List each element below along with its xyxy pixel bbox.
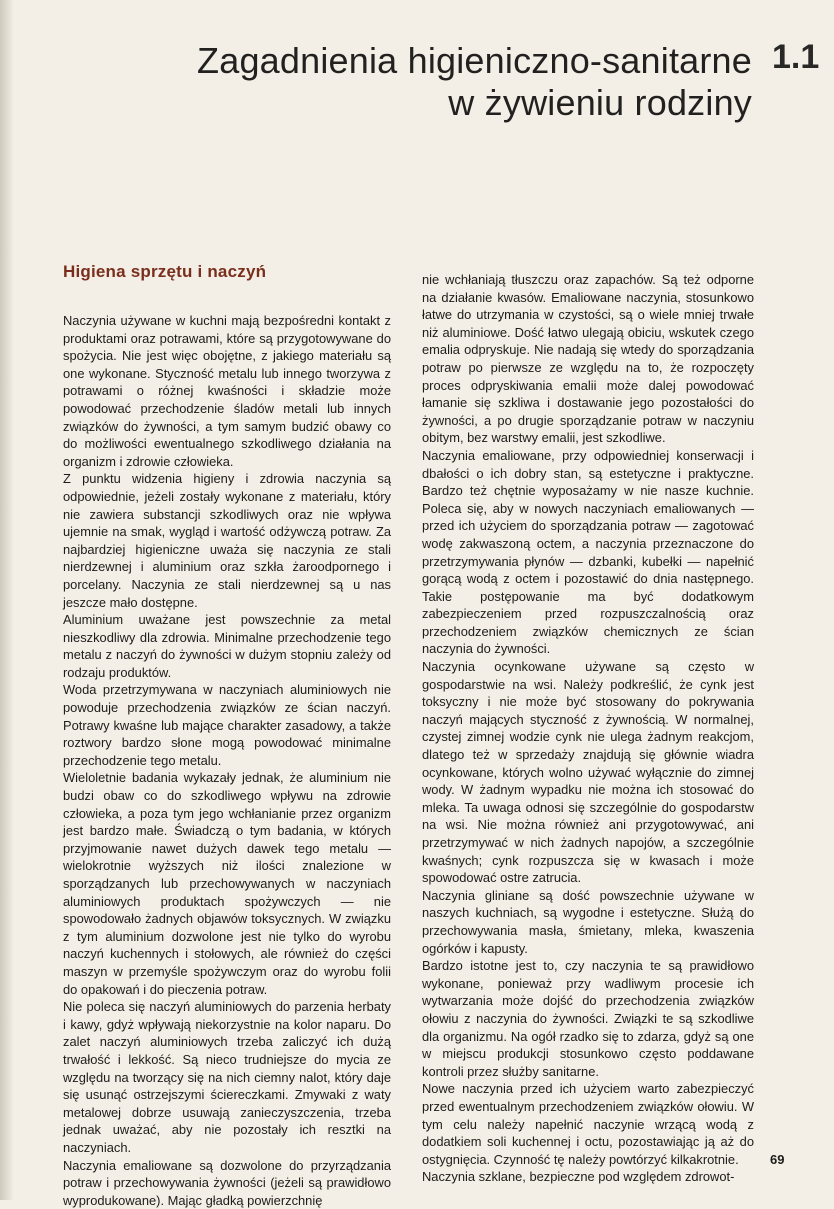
paragraph: Naczynia gliniane są dość powszechnie używane w naszych kuchniach, są wygodne i estetyczne. Służą do przechowywania masła, śmietany, mleka, kwaszenia ogórków i kapusty.	[422, 887, 754, 957]
chapter-title-line-2: w żywieniu rodziny	[197, 82, 752, 124]
paragraph: nie wchłaniają tłuszczu oraz zapachów. Są też odporne na działanie kwasów. Emaliowane naczynia, stosunkowo łatwe do utrzymania w czystości, są o wiele mniej trwałe niż aluminiowe. Dość łatwo ulegają obiciu, wskutek czego emalia odpryskuje. Nie nadają się wtedy do sporządzania potraw po pierwsze ze względu na to, że rozpoczęty proces odpryskiwania emalii może dalej powodować łamanie się szkliwa i dostawanie jego pozostałości do żywności, a po drugie sporządzanie potraw w naczyniu obitym, bez warstwy emalii, jest szkodliwe.	[422, 271, 754, 447]
paragraph: Naczynia używane w kuchni mają bezpośredni kontakt z produktami oraz potrawami, które są przygotowywane do spożycia. Nie jest więc obojętne, z jakiego materiału są one wykonane. Styczność metalu lub innego tworzywa z potrawami o różnej kwaśności i składzie może powodować przechodzenie śladów metali lub innych związków do żywności, a tym samym budzić obawy co do możliwości ewentualnego szkodliwego działania na organizm i zdrowie człowieka.	[63, 312, 391, 470]
page-edge-shadow	[0, 0, 14, 1200]
paragraph: Naczynia szklane, bezpieczne pod względem zdrowot-	[422, 1168, 754, 1186]
paragraph: Nowe naczynia przed ich użyciem warto zabezpieczyć przed ewentualnym przechodzeniem związków ołowiu. W tym celu należy napełnić naczynie wrzącą wodą z dodatkiem soli kuchennej i octu, pozostawiając ją aż do ostygnięcia. Czynność tę należy powtórzyć kilkakrotnie.	[422, 1080, 754, 1168]
paragraph: Naczynia emaliowane są dozwolone do przyrządzania potraw i przechowywania żywności (jeżeli są prawidłowo wyprodukowane). Mając gładką powierzchnię	[63, 1157, 391, 1209]
chapter-number: 1.1	[772, 38, 819, 77]
paragraph: Woda przetrzymywana w naczyniach aluminiowych nie powoduje przechodzenia związków ze ścian naczyń. Potrawy kwaśne lub mające charakter zasadowy, a także roztwory bardzo słone mogą powodować minimalne przechodzenie tego metalu.	[63, 681, 391, 769]
paragraph: Nie poleca się naczyń aluminiowych do parzenia herbaty i kawy, gdyż wpływają niekorzystnie na kolor naparu. Do zalet naczyń aluminiowych trzeba zaliczyć ich dużą trwałość i lekkość. Są nieco trudniejsze do mycia ze względu na tworzący się na nich ciemny nalot, który daje się usunąć ostrzejszymi ściereczkami. Zmywaki z waty metalowej dobrze usuwają zanieczyszczenia, trzeba jednak uważać, aby nie pozostały ich resztki na naczyniach.	[63, 998, 391, 1156]
paragraph: Aluminium uważane jest powszechnie za metal nieszkodliwy dla zdrowia. Minimalne przechodzenie tego metalu z naczyń do żywności w dużym stopniu zależy od rodzaju produktów.	[63, 611, 391, 681]
paragraph: Wieloletnie badania wykazały jednak, że aluminium nie budzi obaw co do szkodliwego wpływu na zdrowie człowieka, a poza tym jego wchłanianie przez organizm jest bardzo małe. Świadczą o tym badania, w których przyjmowanie nawet dużych dawek tego metalu — wielokrotnie wyższych niż ilości znalezione w sporządzanych lub przechowywanych w naczyniach aluminiowych produktach spożywczych — nie spowodowało żadnych objawów toksycznych. W związku z tym aluminium dozwolone jest nie tylko do wyrobu naczyń kuchennych i stołowych, ale również do części maszyn w przemyśle spożywczym oraz do wyrobu folii do opakowań i do pieczenia potraw.	[63, 769, 391, 998]
chapter-title-line-1: Zagadnienia higieniczno-sanitarne	[197, 40, 752, 82]
right-column	[422, 271, 754, 1186]
chapter-title	[197, 40, 752, 124]
section-heading: Higiena sprzętu i naczyń	[63, 262, 266, 282]
paragraph: Z punktu widzenia higieny i zdrowia naczynia są odpowiednie, jeżeli zostały wykonane z materiału, który nie zawiera substancji szkodliwych oraz nie wpływa ujemnie na smak, wygląd i wartość odżywczą potraw. Za najbardziej higieniczne uważa się naczynia ze stali nierdzewnej i aluminium oraz szkła żaroodpornego i porcelany. Naczynia ze stali nierdzewnej są u nas jeszcze mało dostępne.	[63, 470, 391, 611]
page-number: 69	[770, 1152, 784, 1167]
paragraph: Naczynia ocynkowane używane są często w gospodarstwie na wsi. Należy podkreślić, że cynk jest toksyczny i nie może być stosowany do pokrywania naczyń mających styczność z żywnością. W normalnej, czystej zimnej wodzie cynk nie ulega żadnym reakcjom, dlatego też w sprzedaży znajdują się głównie wiadra ocynkowane, których wolno używać wyłącznie do zimnej wody. W żadnym wypadku nie można ich stosować do mleka. Ta uwaga odnosi się szczególnie do gospodarstw na wsi. Nie można również ani przygotowywać, ani przetrzymywać w nich żadnych napojów, a szczególnie kwaśnych; cynk rozpuszcza się w kwasach i może spowodować ostre zatrucia.	[422, 658, 754, 887]
paragraph: Bardzo istotne jest to, czy naczynia te są prawidłowo wykonane, ponieważ przy wadliwym procesie ich wytwarzania może dojść do przechodzenia związków ołowiu z naczynia do żywności. Związki te są szkodliwe dla organizmu. Na ogół rzadko się to zdarza, gdyż są one w miejscu produkcji stosunkowo często poddawane kontroli przez służby sanitarne.	[422, 957, 754, 1080]
left-column	[63, 312, 391, 1209]
paragraph: Naczynia emaliowane, przy odpowiedniej konserwacji i dbałości o ich dobry stan, są estetyczne i praktyczne. Bardzo też chętnie wyposażamy w nie nasze kuchnie. Poleca się, aby w nowych naczyniach emaliowanych — przed ich użyciem do sporządzania potraw — zagotować wodę zakwaszoną octem, a naczynia przeznaczone do przetrzymywania płynów — dzbanki, kubełki — napełnić gorącą wodą z octem i pozostawić do dnia następnego. Takie postępowanie ma być dodatkowym zabezpieczeniem przed rozpuszczalnością oraz przechodzeniem związków chemicznych ze ścian naczynia do żywności.	[422, 447, 754, 658]
